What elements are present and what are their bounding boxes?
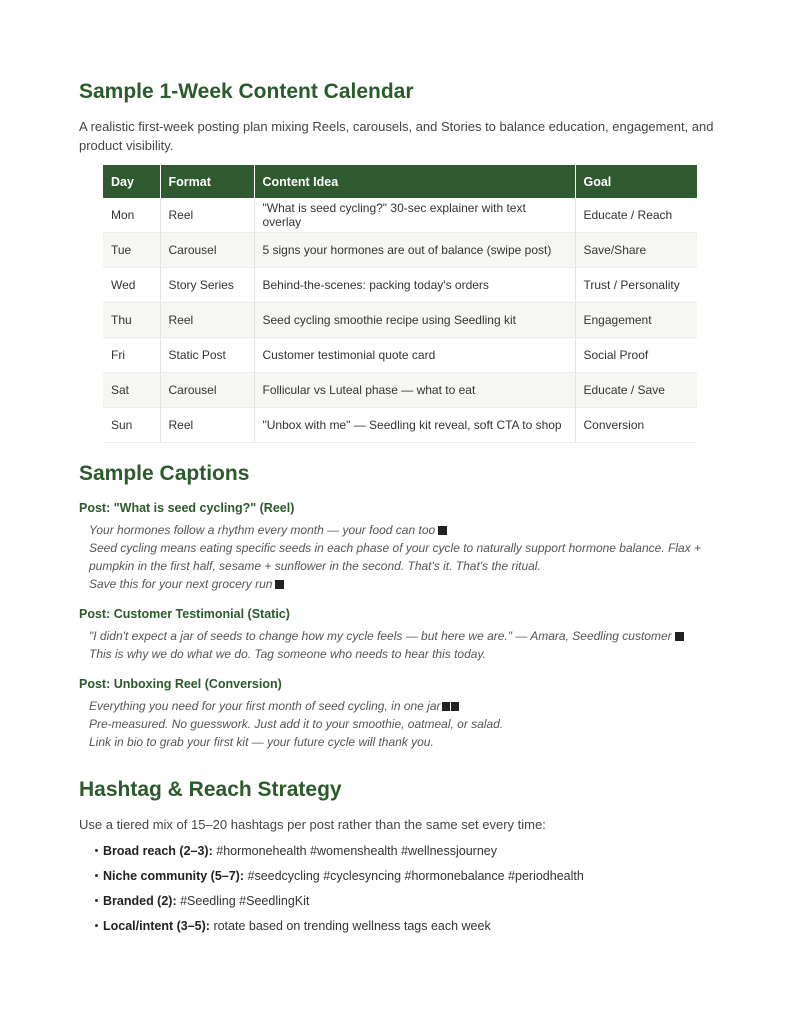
table-row	[103, 303, 697, 338]
cell-day: Fri	[103, 338, 160, 373]
emoji-glyph-icon	[442, 702, 450, 711]
content-calendar-table	[103, 165, 697, 443]
cell-goal: Educate / Save	[575, 373, 697, 408]
caption-line: Your hormones follow a rhythm every month — your food can too	[89, 523, 436, 537]
cell-content-idea: Follicular vs Luteal phase — what to eat	[254, 373, 575, 408]
calendar-title: Sample 1-Week Content Calendar	[79, 80, 414, 103]
cell-goal: Educate / Reach	[575, 198, 697, 233]
bullet-icon	[95, 924, 98, 927]
header-format: Format	[160, 165, 254, 198]
cell-format: Reel	[160, 408, 254, 443]
tier-label: Local/intent (3–5):	[103, 919, 210, 933]
cell-content-idea: Customer testimonial quote card	[254, 338, 575, 373]
list-item	[95, 893, 584, 918]
cell-day: Tue	[103, 233, 160, 268]
caption-reel	[89, 521, 729, 593]
bullet-icon	[95, 874, 98, 877]
caption-line: pumpkin in the first half, sesame + sunflower in the second. That's it. That's the ritual.	[89, 559, 541, 573]
hashtags-title: Hashtag & Reach Strategy	[79, 778, 342, 801]
cell-format: Static Post	[160, 338, 254, 373]
table-header-row	[103, 165, 697, 198]
table-row	[103, 198, 697, 233]
hashtags-intro: Use a tiered mix of 15–20 hashtags per post rather than the same set every time:	[79, 817, 546, 832]
caption-testimonial	[89, 627, 729, 663]
list-item	[95, 843, 584, 868]
emoji-glyph-icon	[438, 526, 447, 535]
table-row	[103, 233, 697, 268]
bullet-icon	[95, 849, 98, 852]
cell-content-idea: Behind-the-scenes: packing today's orders	[254, 268, 575, 303]
cell-day: Sun	[103, 408, 160, 443]
tier-label: Niche community (5–7):	[103, 869, 245, 883]
bullet-icon	[95, 899, 98, 902]
cell-format: Carousel	[160, 373, 254, 408]
caption-line: This is why we do what we do. Tag someone who needs to hear this today.	[89, 647, 486, 661]
post-heading-unboxing: Post: Unboxing Reel (Conversion)	[79, 677, 282, 691]
caption-line: Save this for your next grocery run	[89, 577, 273, 591]
tier-text: rotate based on trending wellness tags each week	[209, 919, 491, 933]
cell-day: Thu	[103, 303, 160, 338]
table-row	[103, 338, 697, 373]
cell-content-idea: 5 signs your hormones are out of balance (swipe post)	[254, 233, 575, 268]
table-row	[103, 373, 697, 408]
calendar-intro	[79, 117, 729, 155]
caption-line: "I didn't expect a jar of seeds to change how my cycle feels — but here we are." — Amara, Seedling customer	[89, 629, 672, 643]
cell-goal: Social Proof	[575, 338, 697, 373]
emoji-glyph-icon	[451, 702, 459, 711]
caption-line: Link in bio to grab your first kit — your future cycle will thank you.	[89, 735, 434, 749]
cell-format: Reel	[160, 303, 254, 338]
emoji-glyph-icon	[675, 632, 684, 641]
list-item	[95, 918, 584, 943]
cell-format: Carousel	[160, 233, 254, 268]
post-heading-reel: Post: "What is seed cycling?" (Reel)	[79, 501, 295, 515]
cell-format: Story Series	[160, 268, 254, 303]
post-heading-testimonial: Post: Customer Testimonial (Static)	[79, 607, 290, 621]
header-goal: Goal	[575, 165, 697, 198]
cell-content-idea: Seed cycling smoothie recipe using Seedling kit	[254, 303, 575, 338]
cell-goal: Conversion	[575, 408, 697, 443]
emoji-glyph-icon	[275, 580, 284, 589]
cell-format: Reel	[160, 198, 254, 233]
cell-day: Wed	[103, 268, 160, 303]
cell-goal: Engagement	[575, 303, 697, 338]
cell-day: Mon	[103, 198, 160, 233]
cell-day: Sat	[103, 373, 160, 408]
table-row	[103, 408, 697, 443]
calendar-intro-line1: A realistic first-week posting plan mixing Reels, carousels, and Stories to balance education, engagement, and	[79, 119, 714, 134]
tier-label: Broad reach (2–3):	[103, 844, 213, 858]
caption-line: Seed cycling means eating specific seeds in each phase of your cycle to naturally support hormone balance. Flax +	[89, 541, 702, 555]
header-content-idea: Content Idea	[254, 165, 575, 198]
hashtag-tier-list	[95, 843, 584, 943]
captions-title: Sample Captions	[79, 462, 250, 485]
tier-text: #seedcycling #cyclesyncing #hormonebalance #periodhealth	[244, 869, 584, 883]
tier-label: Branded (2):	[103, 894, 177, 908]
cell-goal: Save/Share	[575, 233, 697, 268]
tier-text: #hormonehealth #womenshealth #wellnessjourney	[212, 844, 497, 858]
header-day: Day	[103, 165, 160, 198]
table-row	[103, 268, 697, 303]
calendar-intro-line2: product visibility.	[79, 138, 174, 153]
cell-goal: Trust / Personality	[575, 268, 697, 303]
caption-line: Everything you need for your first month of seed cycling, in one jar	[89, 699, 441, 713]
caption-line: Pre-measured. No guesswork. Just add it to your smoothie, oatmeal, or salad.	[89, 717, 504, 731]
list-item	[95, 868, 584, 893]
caption-unboxing	[89, 697, 729, 751]
tier-text: #Seedling #SeedlingKit	[176, 894, 310, 908]
cell-content-idea: "Unbox with me" — Seedling kit reveal, soft CTA to shop	[254, 408, 575, 443]
cell-content-idea: "What is seed cycling?" 30-sec explainer with text overlay	[254, 198, 575, 233]
